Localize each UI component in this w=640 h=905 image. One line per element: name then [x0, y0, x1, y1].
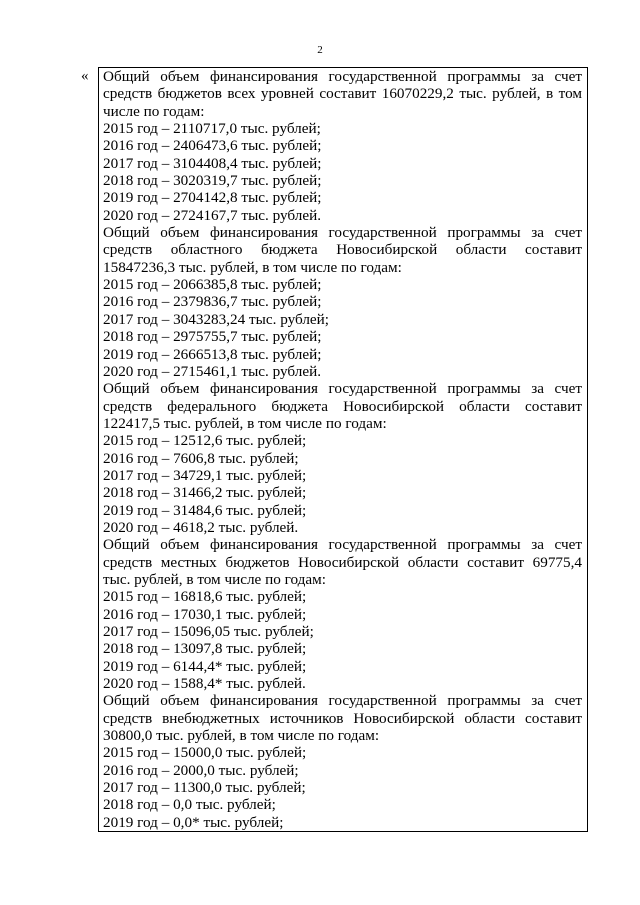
year-amount-line: 2016 год – 2000,0 тыс. рублей;	[103, 761, 299, 779]
financing-paragraph: Общий объем финансирования государственной программы за счет средств местных бюджетов Новосибирской области составит 69775,4 тыс. рублей, в том числе по годам:	[103, 536, 582, 588]
financing-table-cell	[98, 67, 588, 832]
year-amount-line: 2018 год – 13097,8 тыс. рублей;	[103, 640, 307, 658]
year-amount-line: 2016 год – 7606,8 тыс. рублей;	[103, 449, 299, 467]
year-amount-line: 2020 год – 2724167,7 тыс. рублей.	[103, 206, 321, 224]
financing-paragraph: Общий объем финансирования государственной программы за счет средств областного бюджета Новосибирской области составит 15847236,3 тыс. рублей, в том числе по годам:	[103, 224, 582, 276]
opening-quote-mark: «	[81, 68, 89, 84]
year-amount-line: 2016 год – 2379836,7 тыс. рублей;	[103, 293, 322, 311]
year-amount-line: 2018 год – 0,0 тыс. рублей;	[103, 796, 276, 814]
year-amount-line: 2020 год – 1588,4* тыс. рублей.	[103, 675, 306, 693]
year-amount-line: 2019 год – 2704142,8 тыс. рублей;	[103, 189, 322, 207]
year-amount-line: 2019 год – 2666513,8 тыс. рублей;	[103, 345, 322, 363]
year-amount-line: 2017 год – 15096,05 тыс. рублей;	[103, 623, 314, 640]
year-amount-line: 2020 год – 4618,2 тыс. рублей.	[103, 518, 299, 536]
year-amount-line: 2015 год – 2066385,8 тыс. рублей;	[103, 276, 322, 294]
year-amount-line: 2017 год – 11300,0 тыс. рублей;	[103, 779, 306, 797]
year-amount-line: 2016 год – 17030,1 тыс. рублей;	[103, 605, 307, 623]
year-amount-line: 2015 год – 15000,0 тыс. рублей;	[103, 744, 307, 762]
year-amount-line: 2018 год – 2975755,7 тыс. рублей;	[103, 328, 322, 346]
year-amount-line: 2017 год – 34729,1 тыс. рублей;	[103, 466, 307, 484]
financing-paragraph: Общий объем финансирования государственной программы за счет средств внебюджетных источников Новосибирской области составит 30800,0 тыс. рублей, в том числе по годам:	[103, 692, 582, 745]
page-number: 2	[317, 44, 323, 56]
year-amount-line: 2018 год – 31466,2 тыс. рублей;	[103, 484, 307, 502]
year-amount-line: 2015 год – 2110717,0 тыс. рублей;	[103, 120, 321, 138]
year-amount-line: 2019 год – 6144,4* тыс. рублей;	[103, 657, 307, 675]
year-amount-line: 2015 год – 12512,6 тыс. рублей;	[103, 432, 307, 450]
year-amount-line: 2020 год – 2715461,1 тыс. рублей.	[103, 362, 321, 380]
year-amount-line: 2016 год – 2406473,6 тыс. рублей;	[103, 137, 322, 155]
year-amount-line: 2018 год – 3020319,7 тыс. рублей;	[103, 172, 322, 190]
financing-paragraph: Общий объем финансирования государственной программы за счет средств бюджетов всех уровней составит 16070229,2 тыс. рублей, в том числе по годам:	[103, 68, 582, 120]
financing-text-block	[99, 68, 587, 831]
year-amount-line: 2015 год – 16818,6 тыс. рублей;	[103, 588, 307, 606]
year-amount-line: 2019 год – 31484,6 тыс. рублей;	[103, 501, 307, 519]
year-amount-line: 2017 год – 3104408,4 тыс. рублей;	[103, 154, 322, 172]
financing-paragraph: Общий объем финансирования государственной программы за счет средств федерального бюджета Новосибирской области составит 122417,5 тыс. рублей, в том числе по годам:	[103, 380, 582, 432]
year-amount-line: 2019 год – 0,0* тыс. рублей;	[103, 813, 284, 831]
year-amount-line: 2017 год – 3043283,24 тыс. рублей;	[103, 310, 330, 328]
